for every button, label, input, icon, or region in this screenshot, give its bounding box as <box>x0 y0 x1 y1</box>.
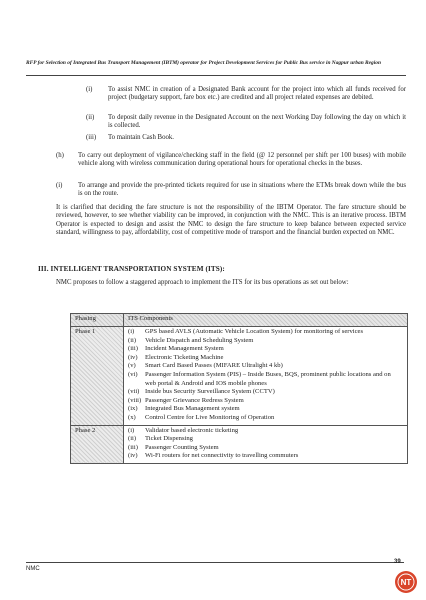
list-item-number: (viii) <box>128 396 142 404</box>
list-item <box>128 405 403 414</box>
section-intro: NMC proposes to follow a staggered approach to implement the ITS for its bus operations as set out below: <box>56 279 349 286</box>
table-header-row <box>71 314 408 327</box>
list-item-text: GPS based AVLS (Automatic Vehicle Location System) for monitoring of services <box>145 328 364 335</box>
list-item-text: Incident Management System <box>145 345 224 353</box>
list-item-text: Passenger Counting System <box>145 443 219 451</box>
page-number: 39 <box>394 559 401 565</box>
list-item <box>128 337 403 346</box>
list-item-text: Validator based electronic ticketing <box>145 426 239 434</box>
list-item <box>128 388 403 397</box>
list-item-number: (v) <box>128 362 136 370</box>
list-item-number: (h) <box>56 152 64 159</box>
list-item <box>128 371 403 388</box>
list-item-number: (iii) <box>128 345 138 353</box>
table-row <box>71 425 408 463</box>
list-item-text: Inside bus Security Surveillance System (CCTV) <box>145 388 275 396</box>
list-item-text: To maintain Cash Book. <box>108 134 174 141</box>
list-item-text: Integrated Bus Management system <box>145 405 240 413</box>
list-item <box>128 354 403 363</box>
footer-label: NMC <box>26 566 40 572</box>
section-heading: III. INTELLIGENT TRANSPORTATION SYSTEM (ITS): <box>38 265 225 273</box>
list-item-text: Passenger Information System (PIS) – Inside Buses, BQS, prominent public locations and on web portal & Android and IOS mobile phones <box>145 370 391 387</box>
list-item <box>128 414 403 423</box>
list-item-number: (iv) <box>128 452 138 460</box>
header-rule <box>26 75 406 76</box>
list-item-text: Wi-Fi routers for net connectivity to travelling commuters <box>145 452 299 460</box>
list-item-text: To assist NMC in creation of a Designated Bank account for the project into which all funds received for project (budgetary support, fare box etc.) are credited and all project related expenses are debited. <box>108 86 406 102</box>
list-item-text: Smart Card Based Passes (MIFARE Ultralight 4 kb) <box>145 362 283 370</box>
list-item-text: To arrange and provide the pre-printed tickets required for use in situations where the ETMs break down while the bus is on the route. <box>78 182 406 198</box>
list-item <box>128 362 403 371</box>
body-paragraph: It is clarified that deciding the fare structure is not the responsibility of the IBTM Operator. The fare structure should be reviewed, however, to see whether viability can be improved, in conjunction with the NMC. This is an iterative process. IBTM Operator is expected to design and assist the NMC to design the fare structure to keep balance between expected service standard, willingness to pay, affordability, cost of competitive mode of transport and the financial burden expected on NMC. <box>56 204 406 236</box>
list-item <box>128 427 403 436</box>
components-cell <box>124 425 408 463</box>
nt-logo-icon <box>394 570 418 594</box>
list-item <box>128 435 403 444</box>
its-components-table <box>70 313 408 464</box>
list-item-number: (vii) <box>128 388 140 396</box>
list-item-number: (i) <box>128 426 135 434</box>
footer-rule <box>26 562 404 563</box>
list-item-number: (i) <box>56 182 63 189</box>
list-item-text: Ticket Dispensing <box>145 435 193 443</box>
list-item <box>128 444 403 453</box>
list-item-number: (ii) <box>128 435 137 443</box>
list-item-text: Electronic Ticketing Machine <box>145 353 224 361</box>
list-item-number: (ii) <box>128 336 137 344</box>
list-item <box>128 345 403 354</box>
list-item-text: Vehicle Dispatch and Scheduling System <box>145 336 254 344</box>
table-header-cell: Phasing <box>71 314 124 327</box>
list-item-text: To deposit daily revenue in the Designated Account on the next Working Day following the day on which it is collected. <box>108 114 406 130</box>
document-header: RFP for Selection of Integrated Bus Transport Management (IBTM) operator for Project Development Services for Public Bus service in Nagpur urban Region <box>26 60 381 66</box>
table-row <box>71 327 408 426</box>
list-item-number: (iii) <box>86 134 97 141</box>
components-cell <box>124 327 408 426</box>
list-item-number: (iii) <box>128 443 138 451</box>
list-item <box>128 452 403 461</box>
list-item-text: Control Centre for Live Monitoring of Operation <box>145 413 275 421</box>
list-item-number: (i) <box>86 86 93 93</box>
list-item <box>128 328 403 337</box>
phase-cell: Phase 1 <box>71 327 124 426</box>
list-item-number: (i) <box>128 328 135 335</box>
list-item-number: (iv) <box>128 353 138 361</box>
table-header-cell: ITS Components <box>124 314 408 327</box>
list-item-number: (x) <box>128 413 136 421</box>
list-item <box>128 397 403 406</box>
list-item-number: (vi) <box>128 370 138 378</box>
logo-text: NT <box>400 578 412 587</box>
list-item-number: (ii) <box>86 114 95 121</box>
list-item-text: Passenger Grievance Redress System <box>145 396 244 404</box>
phase-cell: Phase 2 <box>71 425 124 463</box>
list-item-number: (ix) <box>128 405 138 413</box>
list-item-text: To carry out deployment of vigilance/checking staff in the field (@ 12 personnel per shift per 100 buses) with mobile vehicle along with wireless communication during operational hours for operational checks in the buses. <box>78 152 406 168</box>
